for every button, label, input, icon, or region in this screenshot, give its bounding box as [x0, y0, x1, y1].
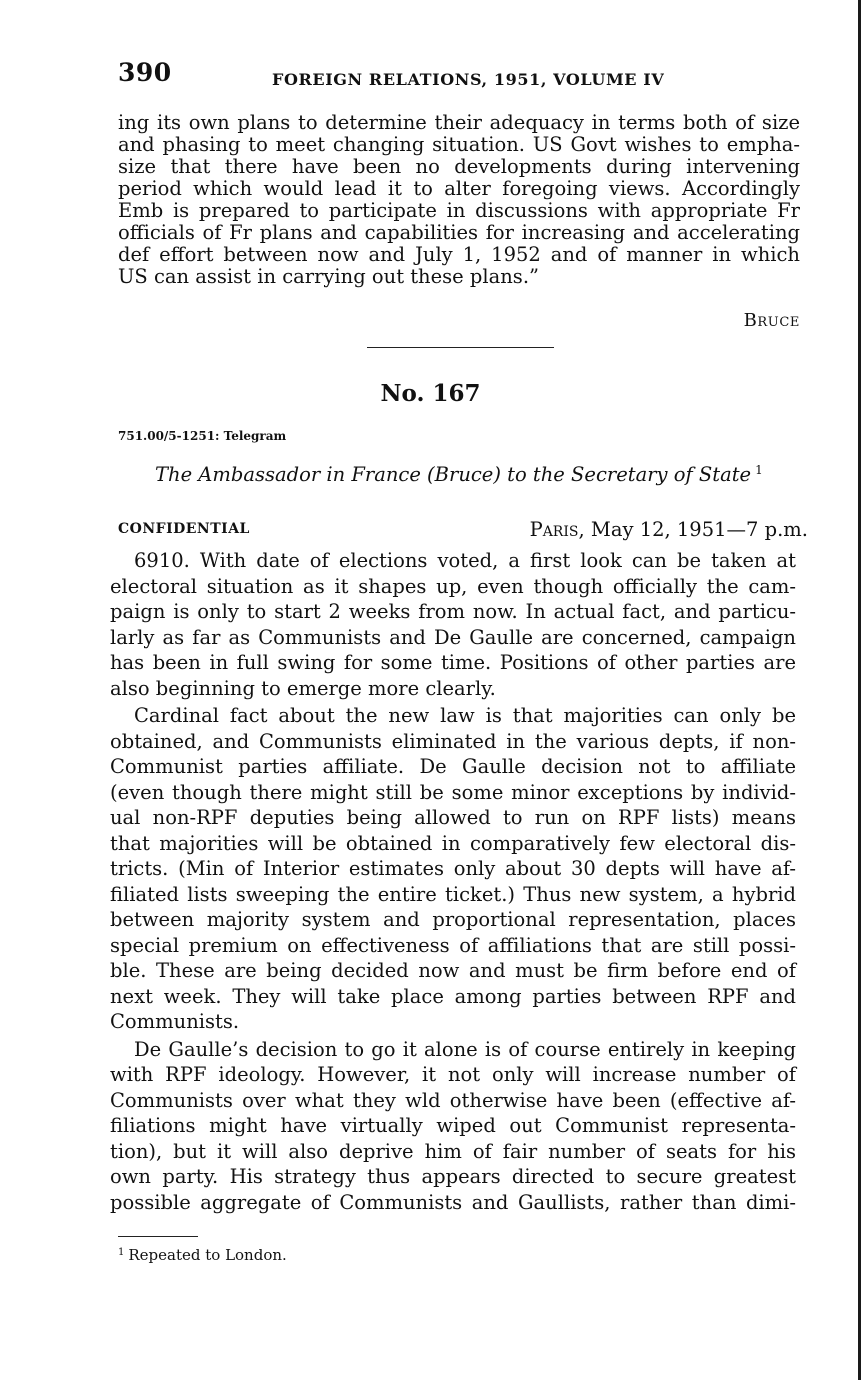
text-line: possible aggregate of Communists and Gaullists, rather than dimi- — [110, 1190, 796, 1214]
text-line: period which would lead it to alter foregoing views. Accordingly — [118, 177, 800, 200]
footnote-number: 1 — [118, 1247, 125, 1258]
paragraph — [110, 548, 796, 701]
footnote-marker: 1 — [755, 463, 763, 477]
document-title-text: The Ambassador in France (Bruce) to the Secretary of State — [155, 463, 752, 486]
continued-paragraph — [118, 112, 800, 288]
text-line: tion), but it will also deprive him of fair number of seats for his — [110, 1139, 796, 1163]
text-line: Communists over what they wld otherwise have been (effective af- — [110, 1088, 796, 1112]
dateline-place: Paris — [529, 518, 579, 541]
text-line: filiated lists sweeping the entire ticket.) Thus new system, a hybrid — [110, 882, 796, 906]
text-line: has been in full swing for some time. Positions of other parties are — [110, 651, 796, 674]
text-line: next week. They will take place among parties between RPF and — [110, 984, 796, 1008]
dateline-date: , May 12, 1951—7 p.m. — [578, 518, 808, 541]
text-line: ble. These are being decided now and must be firm before end of — [110, 959, 796, 982]
footnote — [118, 1246, 287, 1264]
text-line: and phasing to meet changing situation. US Govt wishes to empha- — [118, 133, 800, 156]
running-head: FOREIGN RELATIONS, 1951, VOLUME IV — [272, 70, 665, 89]
text-line: ual non-RPF deputies being allowed to run on RPF lists) means — [110, 806, 796, 829]
telegram-body — [110, 548, 796, 1215]
section-divider — [367, 347, 554, 348]
document-title — [155, 463, 763, 486]
classification-label: CONFIDENTIAL — [118, 521, 250, 537]
signature: Bruce — [743, 310, 800, 331]
text-line: between majority system and proportional representation, places — [110, 908, 796, 931]
text-line: special premium on effectiveness of affiliations that are still possi- — [110, 933, 796, 957]
text-line: US can assist in carrying out these plans.” — [118, 265, 539, 288]
text-line: Communists. — [110, 1010, 240, 1033]
dateline — [530, 518, 808, 541]
text-line: electoral situation as it shapes up, even though officially the cam- — [110, 574, 796, 598]
text-line: 6910. With date of elections voted, a first look can be taken at — [134, 549, 796, 572]
text-line: ing its own plans to determine their adequacy in terms both of size — [118, 111, 800, 134]
page-number: 390 — [118, 58, 172, 87]
text-line: with RPF ideology. However, it not only will increase number of — [110, 1063, 796, 1086]
text-line: De Gaulle’s decision to go it alone is of course entirely in keeping — [134, 1037, 796, 1061]
footnote-text: Repeated to London. — [128, 1246, 287, 1264]
file-reference: 751.00/5-1251: Telegram — [118, 429, 287, 443]
text-line: officials of Fr plans and capabilities for increasing and accelerating — [118, 221, 800, 244]
text-line: own party. His strategy thus appears directed to secure greatest — [110, 1165, 796, 1188]
text-line: obtained, and Communists eliminated in the various depts, if non- — [110, 729, 796, 753]
document-number: No. 167 — [380, 380, 481, 407]
text-line: Communist parties affiliate. De Gaulle decision not to affiliate — [110, 755, 796, 778]
text-line: Emb is prepared to participate in discussions with appropriate Fr — [118, 199, 800, 222]
text-line: def effort between now and July 1, 1952 and of manner in which — [118, 243, 800, 266]
text-line: paign is only to start 2 weeks from now. In actual fact, and particu- — [110, 600, 796, 623]
paragraph — [110, 1037, 796, 1216]
text-line: larly as far as Communists and De Gaulle are concerned, campaign — [110, 625, 796, 649]
text-line: also beginning to emerge more clearly. — [110, 676, 496, 700]
text-line: (even though there might still be some minor exceptions by individ- — [110, 780, 796, 804]
text-line: tricts. (Min of Interior estimates only about 30 depts will have af- — [110, 857, 796, 880]
text-line: size that there have been no developments during intervening — [118, 155, 800, 178]
paragraph — [110, 703, 796, 1035]
text-line: Cardinal fact about the new law is that majorities can only be — [134, 704, 796, 727]
footnote-rule — [118, 1236, 198, 1237]
text-line: filiations might have virtually wiped out Communist representa- — [110, 1114, 796, 1137]
text-line: that majorities will be obtained in comparatively few electoral dis- — [110, 831, 796, 855]
